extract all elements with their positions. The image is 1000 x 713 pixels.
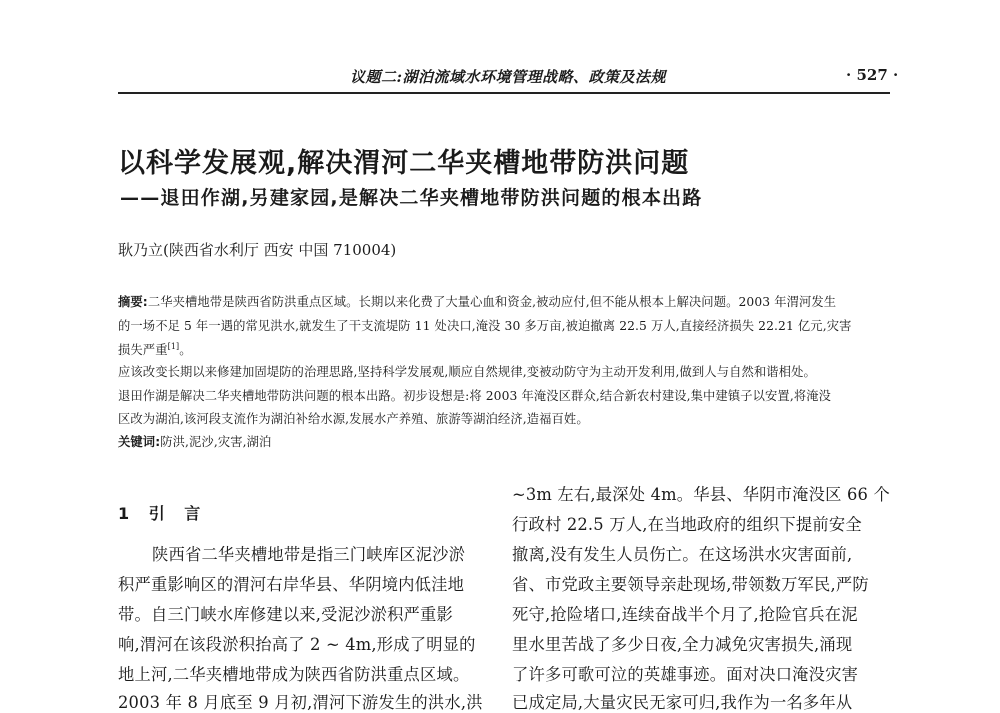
body-line: 了许多可歌可泣的英雄事迹。面对决口淹没灾害 xyxy=(512,665,859,684)
abstract-line: 退田作湖是解决二华夹槽地带防洪问题的根本出路。初步设想是:将 2003 年淹没区群众,结合新农村建设,集中建镇子以安置,将淹没 xyxy=(118,389,832,403)
body-line: 省、市党政主要领导亲赴现场,带领数万军民,严防 xyxy=(512,575,869,594)
header-rule xyxy=(118,92,890,94)
abstract-line: 区改为湖泊,该河段支流作为湖泊补给水源,发展水产养殖、旅游等湖泊经济,造福百姓。 xyxy=(118,412,589,426)
abstract-line xyxy=(118,292,836,310)
abstract-text: 损失严重 xyxy=(118,343,168,357)
body-line: 里水里苦战了多少日夜,全力减免灾害损失,涌现 xyxy=(512,635,853,654)
body-line: 陕西省二华夹槽地带是指三门峡库区泥沙淤 xyxy=(152,545,466,564)
running-header-title: 议题二:湖泊流域水环境管理战略、政策及法规 xyxy=(350,68,667,86)
page-number: · 527 · xyxy=(846,66,899,84)
abstract-period: 。 xyxy=(179,343,192,357)
abstract-line xyxy=(118,340,192,358)
body-line: 积严重影响区的渭河右岸华县、华阴境内低洼地 xyxy=(118,575,465,594)
citation-ref: [1] xyxy=(167,341,180,351)
body-line: 带。自三门峡水库修建以来,受泥沙淤积严重影 xyxy=(118,605,454,624)
paper-subtitle: ——退田作湖,另建家园,是解决二华夹槽地带防洪问题的根本出路 xyxy=(120,187,703,209)
body-line: 撤离,没有发生人员伤亡。在这场洪水灾害面前, xyxy=(512,545,853,564)
abstract-line: 的一场不足 5 年一遇的常见洪水,就发生了干支流堤防 11 处决口,淹没 30 多万亩,被迫撤离 22.5 万人,直接经济损失 22.21 亿元,灾害 xyxy=(118,319,852,333)
author-affiliation: 耿乃立(陕西省水利厅 西安 中国 710004) xyxy=(118,241,397,259)
abstract-line: 应该改变长期以来修建加固堤防的治理思路,坚持科学发展观,顺应自然规律,变被动防守为主动开发利用,做到人与自然和谐相处。 xyxy=(118,365,816,379)
body-line: 已成定局,大量灾民无家可归,我作为一名多年从 xyxy=(512,693,853,712)
body-line: 2003 年 8 月底至 9 月初,渭河下游发生的洪水,洪 xyxy=(118,693,483,712)
abstract-text: 二华夹槽地带是陕西省防洪重点区域。长期以来化费了大量心血和资金,被动应付,但不能从根本上解决问题。2003 年渭河发生 xyxy=(147,295,837,309)
body-line: 响,渭河在该段淤积抬高了 2 ~ 4m,形成了明显的 xyxy=(118,635,476,654)
body-line: 死守,抢险堵口,连续奋战半个月了,抢险官兵在泥 xyxy=(512,605,858,624)
keywords-line xyxy=(118,432,271,450)
body-line: 地上河,二华夹槽地带成为陕西省防洪重点区域。 xyxy=(118,665,470,684)
section-heading: 1 引 言 xyxy=(118,504,201,523)
keywords-value: 防洪,泥沙,灾害,湖泊 xyxy=(160,435,272,449)
body-line: ~3m 左右,最深处 4m。华县、华阴市淹没区 66 个 xyxy=(512,485,890,504)
keywords-label: 关键词: xyxy=(118,435,161,449)
body-line: 行政村 22.5 万人,在当地政府的组织下提前安全 xyxy=(512,515,862,534)
paper-title: 以科学发展观,解决渭河二华夹槽地带防洪问题 xyxy=(118,148,690,179)
abstract-label: 摘要: xyxy=(118,295,148,309)
